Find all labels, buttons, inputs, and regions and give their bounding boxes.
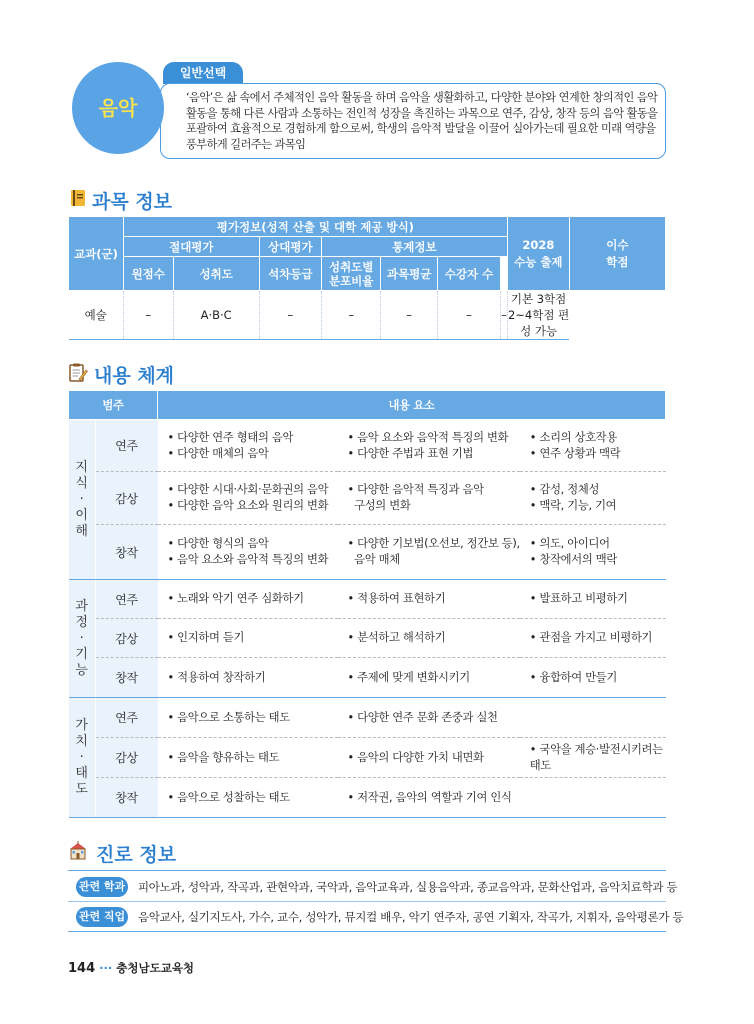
element-item: • 다양한 주법과 표현 기법 bbox=[348, 446, 520, 462]
elements-col2 bbox=[338, 619, 520, 658]
elements-col1 bbox=[158, 658, 338, 698]
th-student-count: 수강자 수 bbox=[437, 257, 500, 291]
element-item: • 저작권, 음악의 역할과 기여 인식 bbox=[348, 790, 666, 806]
area-label: 감상 bbox=[95, 619, 158, 658]
element-item: • 관점을 가지고 비평하기 bbox=[530, 630, 666, 646]
th-rank: 석차등급 bbox=[259, 257, 321, 291]
elements-col3 bbox=[520, 472, 666, 525]
element-item: • 다양한 기보법(오선보, 정간보 등), 음악 매체 bbox=[348, 536, 520, 568]
area-label: 창작 bbox=[95, 658, 158, 698]
subject-title: 음악 bbox=[98, 96, 138, 120]
th-credit: 이수 학점 bbox=[569, 217, 665, 291]
content-system-table bbox=[68, 390, 666, 818]
element-item: • 다양한 음악적 특징과 음악 구성의 변화 bbox=[348, 482, 520, 514]
elements-col2 bbox=[338, 525, 520, 580]
school-icon bbox=[68, 841, 88, 865]
related-job-tag: 관련 직업 bbox=[76, 907, 128, 927]
elements-col3 bbox=[520, 420, 666, 472]
cell-distribution: – bbox=[322, 291, 381, 340]
element-item: • 다양한 연주 형태의 음악 bbox=[168, 430, 338, 446]
element-item: • 창작에서의 맥락 bbox=[530, 552, 666, 568]
course-type-badge: 일반선택 bbox=[163, 62, 243, 84]
element-item: • 음악으로 소통하는 태도 bbox=[168, 710, 338, 726]
element-item: • 다양한 형식의 음악 bbox=[168, 536, 338, 552]
elements-col2 bbox=[338, 658, 520, 698]
credit-range: 2~4학점 편성 가능 bbox=[507, 308, 570, 338]
element-item: • 적용하여 표현하기 bbox=[348, 591, 520, 607]
elements-col1 bbox=[158, 525, 338, 580]
element-item: • 음악의 다양한 가치 내면화 bbox=[348, 750, 520, 766]
element-item: • 적용하여 창작하기 bbox=[168, 670, 338, 686]
th-content-elements: 내용 요소 bbox=[158, 391, 666, 420]
cell-raw-score: – bbox=[123, 291, 173, 340]
area-label: 연주 bbox=[95, 580, 158, 619]
th-csat: 2028 수능 출제 bbox=[507, 217, 569, 291]
th-eval-info: 평가정보(성적 산출 및 대학 제공 방식) bbox=[123, 217, 507, 237]
cell-credit bbox=[507, 291, 569, 340]
area-label: 감상 bbox=[95, 472, 158, 525]
elements-col3 bbox=[520, 658, 666, 698]
area-label: 창작 bbox=[95, 778, 158, 818]
element-item: • 주제에 맞게 변화시키기 bbox=[348, 670, 520, 686]
page-footer bbox=[68, 960, 194, 976]
th-average: 과목평균 bbox=[381, 257, 437, 291]
career-divider-mid bbox=[68, 901, 666, 902]
cell-average: – bbox=[381, 291, 437, 340]
element-item: • 다양한 매체의 음악 bbox=[168, 446, 338, 462]
element-item: • 의도, 아이디어 bbox=[530, 536, 666, 552]
related-dept-text: 피아노과, 성악과, 작곡과, 관현악과, 국악과, 음악교육과, 실용음악과, 종교음악과, 문화산업과, 음악치료학과 등 bbox=[138, 880, 678, 894]
elements-col2 bbox=[338, 472, 520, 525]
elements-col2 bbox=[338, 420, 520, 472]
element-item: • 국악을 계승·발전시키려는 태도 bbox=[530, 742, 666, 774]
elements-col2 bbox=[338, 738, 520, 778]
element-item: • 음악 요소와 음악적 특징의 변화 bbox=[168, 552, 338, 568]
elements-col3 bbox=[520, 580, 666, 619]
element-item: • 노래와 악기 연주 심화하기 bbox=[168, 591, 338, 607]
elements-col1 bbox=[158, 738, 338, 778]
elements-col1 bbox=[158, 698, 338, 738]
section-title-career: 진로 정보 bbox=[96, 844, 177, 866]
th-category: 범주 bbox=[69, 391, 158, 420]
cell-achievement: A·B·C bbox=[173, 291, 259, 340]
elements-col3 bbox=[520, 738, 666, 778]
element-item: • 음악 요소와 음악적 특징의 변화 bbox=[348, 430, 520, 446]
th-raw-score: 원점수 bbox=[123, 257, 173, 291]
clipboard-pencil-icon bbox=[68, 362, 88, 386]
element-item: • 음악으로 성찰하는 태도 bbox=[168, 790, 338, 806]
elements-col1 bbox=[158, 619, 338, 658]
element-item: • 다양한 연주 문화 존중과 실천 bbox=[348, 710, 666, 726]
elements-col2 bbox=[338, 778, 666, 818]
related-job-text: 음악교사, 실기지도사, 가수, 교수, 성악가, 뮤지컬 배우, 악기 연주자, 공연 기획자, 작곡가, 지휘자, 음악평론가 등 bbox=[138, 910, 684, 924]
element-item: • 인지하며 듣기 bbox=[168, 630, 338, 646]
cell-csat: – bbox=[501, 291, 508, 340]
footer-dots: ··· bbox=[99, 961, 113, 975]
elements-col1 bbox=[158, 778, 338, 818]
elements-col3 bbox=[520, 619, 666, 658]
career-divider-top bbox=[68, 870, 666, 871]
subject-description: ‘음악’은 삶 속에서 주체적인 음악 활동을 하며 음악을 생활화하고, 다양한 분야와 연계한 창의적인 음악 활동을 통해 다른 사람과 소통하는 전인적 성장을 촉진하는 과목으로 연주, 감상, 창작 등의 음악 활동을 포괄하여 효율적으로 경험하게 함으로써, 학생의 음악적 발달을 이끌어 실아가는데 필요한 미래 역량을 풍부하게 길러주는 과목임 bbox=[186, 91, 658, 151]
area-label: 창작 bbox=[95, 525, 158, 580]
elements-col3 bbox=[520, 525, 666, 580]
element-item: • 연주 상황과 맥락 bbox=[530, 446, 666, 462]
element-item: • 소리의 상호작용 bbox=[530, 430, 666, 446]
elements-col2 bbox=[338, 580, 520, 619]
element-item: • 다양한 음악 요소와 원리의 변화 bbox=[168, 498, 338, 514]
related-dept-tag: 관련 학과 bbox=[76, 877, 128, 897]
element-item: • 융합하여 만들기 bbox=[530, 670, 666, 686]
th-absolute: 절대평가 bbox=[123, 237, 259, 257]
career-divider-bottom bbox=[68, 931, 666, 932]
elements-col2 bbox=[338, 698, 666, 738]
element-item: • 맥락, 기능, 기여 bbox=[530, 498, 666, 514]
element-item: • 다양한 시대·사회·문화권의 음악 bbox=[168, 482, 338, 498]
section-title-content: 내용 체계 bbox=[94, 365, 175, 387]
cell-rank: – bbox=[259, 291, 321, 340]
area-label: 연주 bbox=[95, 420, 158, 472]
cell-student-count: – bbox=[437, 291, 500, 340]
domain-value-attitude: 가 치 · 태 도 bbox=[69, 698, 96, 818]
domain-process-skill: 과 정 · 기 능 bbox=[69, 580, 96, 698]
element-item: • 감성, 정체성 bbox=[530, 482, 666, 498]
th-subject-group: 교과(군) bbox=[69, 217, 124, 291]
element-item: • 음악을 향유하는 태도 bbox=[168, 750, 338, 766]
elements-col1 bbox=[158, 420, 338, 472]
book-icon bbox=[68, 188, 88, 212]
element-item: • 분석하고 해석하기 bbox=[348, 630, 520, 646]
publisher-name: 충청남도교육청 bbox=[116, 961, 195, 975]
element-item: • 발표하고 비평하기 bbox=[530, 591, 666, 607]
th-distribution: 성취도별 분포비율 bbox=[322, 257, 381, 291]
area-label: 감상 bbox=[95, 738, 158, 778]
area-label: 연주 bbox=[95, 698, 158, 738]
page-number: 144 bbox=[68, 961, 96, 976]
elements-col1 bbox=[158, 472, 338, 525]
th-relative: 상대평가 bbox=[259, 237, 321, 257]
elements-col1 bbox=[158, 580, 338, 619]
th-stats: 통계정보 bbox=[322, 237, 508, 257]
th-achievement: 성취도 bbox=[173, 257, 259, 291]
section-title-info: 과목 정보 bbox=[92, 191, 173, 213]
domain-knowledge: 지 식 · 이 해 bbox=[69, 420, 96, 580]
cell-subject-group: 예술 bbox=[69, 291, 124, 340]
course-info-table bbox=[68, 216, 666, 340]
credit-basic: 기본 3학점 bbox=[510, 292, 567, 306]
